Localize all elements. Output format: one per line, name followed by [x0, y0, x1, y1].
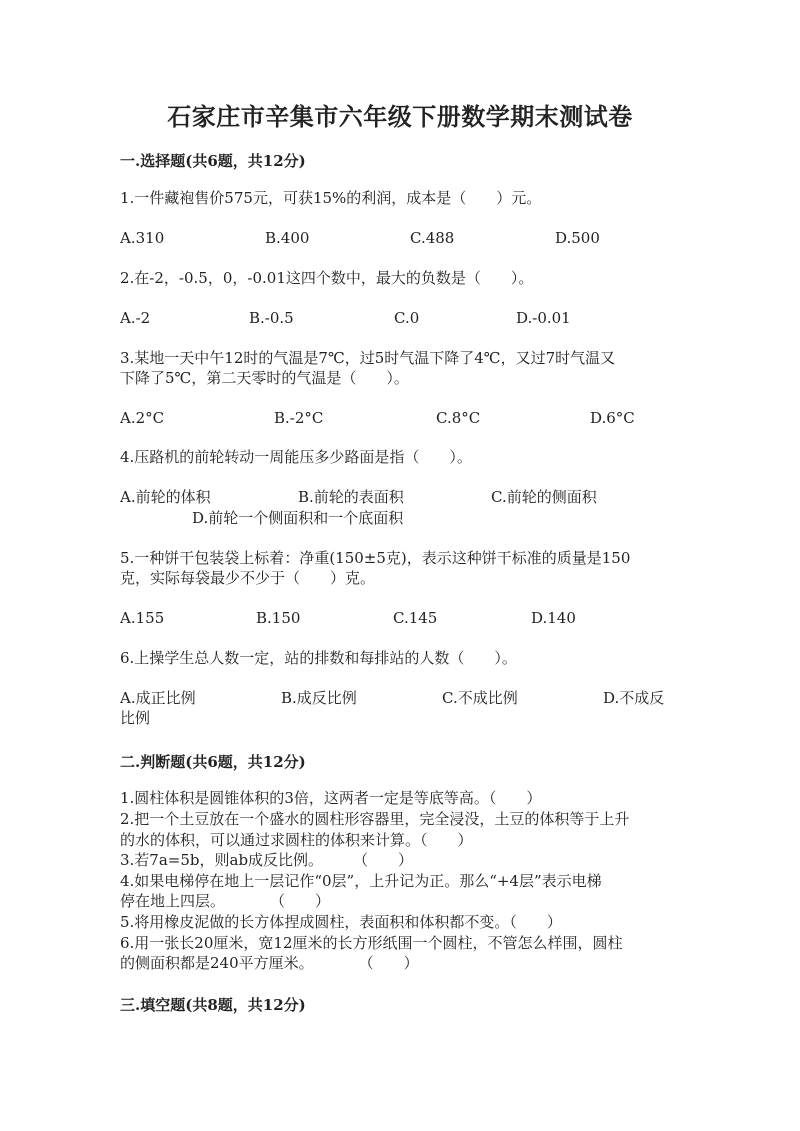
option-c: C.8°C: [436, 409, 481, 427]
question-stem-line2: 克，实际每袋最少不少于（ ）克。: [120, 569, 376, 587]
option-b: B.400: [265, 229, 310, 247]
option-c: C.前轮的侧面积: [491, 488, 597, 506]
option-d: D.不成反: [603, 689, 665, 707]
page-title: 石家庄市辛集市六年级下册数学期末测试卷: [167, 102, 633, 131]
option-b: B.150: [256, 609, 301, 627]
question-stem-line1: 3.某地一天中午12时的气温是7℃，过5时气温下降了4℃，又过7时气温又: [120, 349, 616, 367]
option-d: D.前轮一个侧面积和一个底面积: [192, 509, 404, 527]
option-d: D.6°C: [590, 409, 635, 427]
question-stem-line2: 下降了5℃，第二天零时的气温是（ ）。: [120, 369, 409, 387]
option-d-wrap: 比例: [120, 709, 151, 727]
judge-line: 5.将用橡皮泥做的长方体捏成圆柱，表面积和体积都不变。（ ）: [120, 913, 562, 931]
judge-line: 的水的体积，可以通过求圆柱的体积来计算。（ ）: [120, 831, 473, 849]
judge-line: 4.如果电梯停在地上一层记作“0层”，上升记为正。那么“+4层”表示电梯: [120, 872, 602, 890]
option-d: D.140: [531, 609, 576, 627]
option-b: B.-2°C: [274, 409, 324, 427]
question-stem: 2.在-2，-0.5，0，-0.01这四个数中，最大的负数是（ ）。: [120, 269, 534, 287]
judge-line: 3.若7a=5b，则ab成反比例。 （ ）: [120, 851, 414, 869]
option-a: A.-2: [120, 309, 151, 327]
option-d: D.-0.01: [516, 309, 571, 327]
judge-line: 1.圆柱体积是圆锥体积的3倍，这两者一定是等底等高。（ ）: [120, 789, 542, 807]
section-heading-judge: 二.判断题(共6题，共12分): [120, 753, 306, 771]
option-b: B.成反比例: [281, 689, 357, 707]
option-a: A.310: [120, 229, 165, 247]
option-c: C.145: [393, 609, 438, 627]
option-c: C.0: [394, 309, 420, 327]
option-b: B.前轮的表面积: [298, 488, 404, 506]
question-stem: 6.上操学生总人数一定，站的排数和每排站的人数（ ）。: [120, 649, 517, 667]
section-heading-fill: 三.填空题(共8题，共12分): [120, 996, 306, 1014]
question-stem-line1: 5.一种饼干包装袋上标着：净重(150±5克)，表示这种饼干标准的质量是150: [120, 549, 631, 567]
judge-line: 6.用一张长20厘米，宽12厘米的长方形纸围一个圆柱，不管怎么样围，圆柱: [120, 934, 623, 952]
judge-line: 的侧面积都是240平方厘米。 （ ）: [120, 954, 419, 972]
option-d: D.500: [555, 229, 600, 247]
option-a: A.2°C: [120, 409, 165, 427]
judge-line: 停在地上四层。 （ ）: [120, 892, 331, 910]
section-heading-choice: 一.选择题(共6题，共12分): [120, 152, 306, 170]
option-c: C.488: [410, 229, 455, 247]
option-a: A.155: [120, 609, 165, 627]
option-c: C.不成比例: [442, 689, 518, 707]
option-a: A.前轮的体积: [120, 488, 211, 506]
question-stem: 1.一件藏袍售价575元，可获15%的利润，成本是（ ）元。: [120, 189, 542, 207]
question-stem: 4.压路机的前轮转动一周能压多少路面是指（ ）。: [120, 448, 472, 466]
judge-line: 2.把一个土豆放在一个盛水的圆柱形容器里，完全浸没，土豆的体积等于上升: [120, 810, 630, 828]
option-b: B.-0.5: [249, 309, 294, 327]
option-a: A.成正比例: [120, 689, 196, 707]
